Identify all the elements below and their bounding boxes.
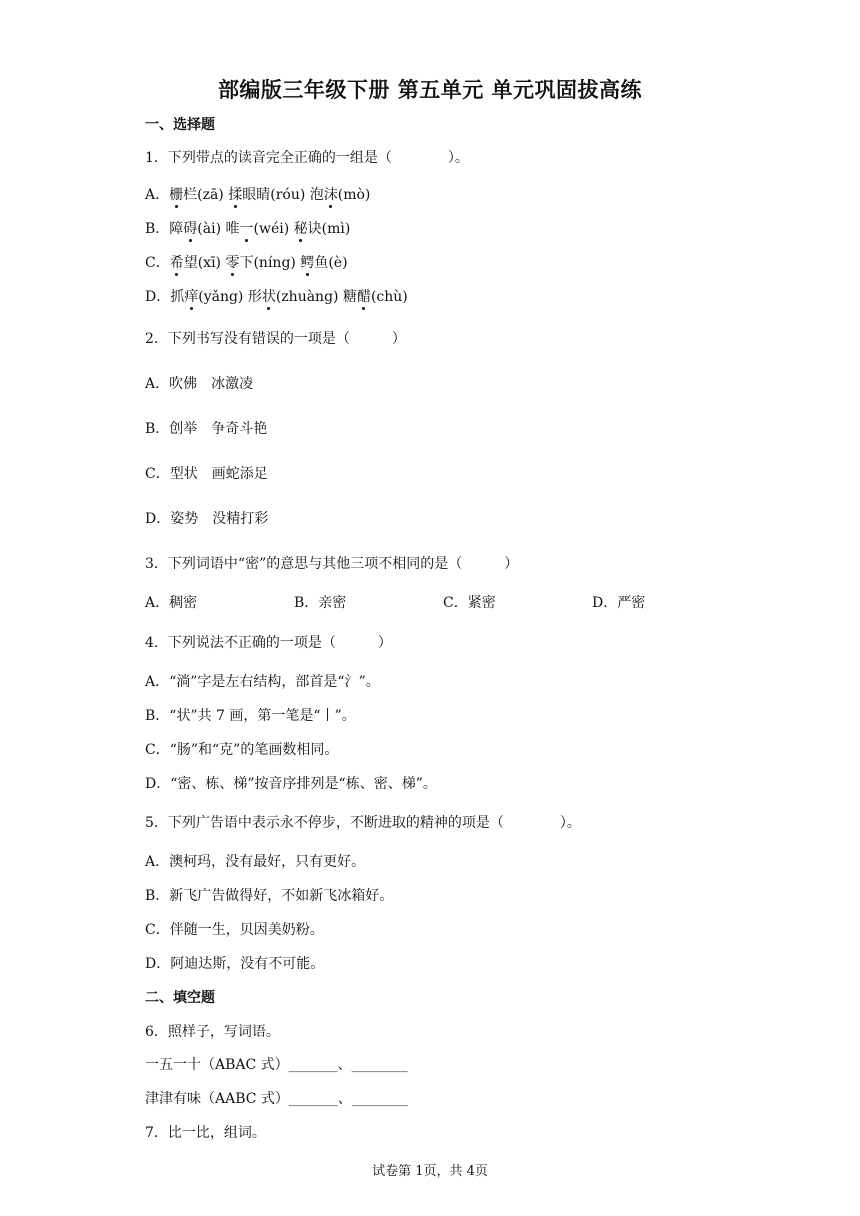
question-4-stem: 4．下列说法不正确的一项是（ ）: [145, 635, 392, 651]
section-heading-choice: 一、选择题: [145, 117, 215, 133]
question-6-line-2: 津津有味（AABC 式）_______、________: [145, 1091, 408, 1107]
question-5-option-a: A．澳柯玛，没有最好，只有更好。: [145, 854, 366, 870]
question-3-options: [145, 592, 705, 612]
question-2-option-c: C．型状 画蛇添足: [145, 466, 268, 482]
question-1-option-b: B．障碍(ài) 唯一(wéi) 秘诀(mì): [145, 218, 350, 238]
question-2-option-a: A．吹佛 冰激凌: [145, 376, 254, 392]
question-3-stem: 3．下列词语中“密”的意思与其他三项不相同的是（ ）: [145, 556, 519, 572]
question-6-stem: 6．照样子，写词语。: [145, 1024, 280, 1040]
question-3-option-b: B．亲密: [294, 595, 347, 611]
question-4-option-c: C．“肠”和“克”的笔画数相同。: [145, 742, 339, 758]
question-4-option-a: A．“淌”字是左右结构，部首是“氵”。: [145, 674, 380, 690]
question-1-stem: 1．下列带点的读音完全正确的一组是（ ）。: [145, 150, 469, 166]
question-6-line-1: 一五一十（ABAC 式）_______、________: [145, 1057, 408, 1073]
question-4-option-b: B．“状”共 7 画，第一笔是“丨”。: [145, 708, 356, 724]
question-1-option-a: A．栅栏(zā) 揉眼睛(róu) 泡沫(mò): [145, 184, 370, 204]
question-2-option-b: B．创举 争奇斗艳: [145, 421, 268, 437]
question-5-option-b: B．新飞广告做得好，不如新飞冰箱好。: [145, 888, 394, 904]
question-3-option-a: A．稠密: [145, 595, 198, 611]
question-2-stem: 2．下列书写没有错误的一项是（ ）: [145, 331, 406, 347]
question-5-option-d: D．阿迪达斯，没有不可能。: [145, 956, 325, 972]
question-2-option-d: D．姿势 没精打彩: [145, 511, 269, 527]
section-heading-fill: 二、填空题: [145, 990, 215, 1006]
question-3-option-c: C．紧密: [443, 595, 496, 611]
page-title: 部编版三年级下册 第五单元 单元巩固拔高练: [217, 78, 643, 102]
question-5-option-c: C．伴随一生，贝因美奶粉。: [145, 922, 324, 938]
question-3-option-d: D．严密: [592, 595, 646, 611]
question-7-stem: 7．比一比，组词。: [145, 1125, 266, 1141]
question-1-option-d: D．抓痒(yǎng) 形状(zhuàng) 糖醋(chù): [145, 286, 408, 306]
question-4-option-d: D．“密、栋、梯”按音序排列是“栋、密、梯”。: [145, 776, 437, 792]
question-5-stem: 5．下列广告语中表示永不停步，不断进取的精神的项是（ ）。: [145, 815, 581, 831]
question-1-option-c: C．希望(xī) 零下(níng) 鳄鱼(è): [145, 252, 348, 272]
page-footer: 试卷第 1页，共 4页: [372, 1164, 488, 1179]
